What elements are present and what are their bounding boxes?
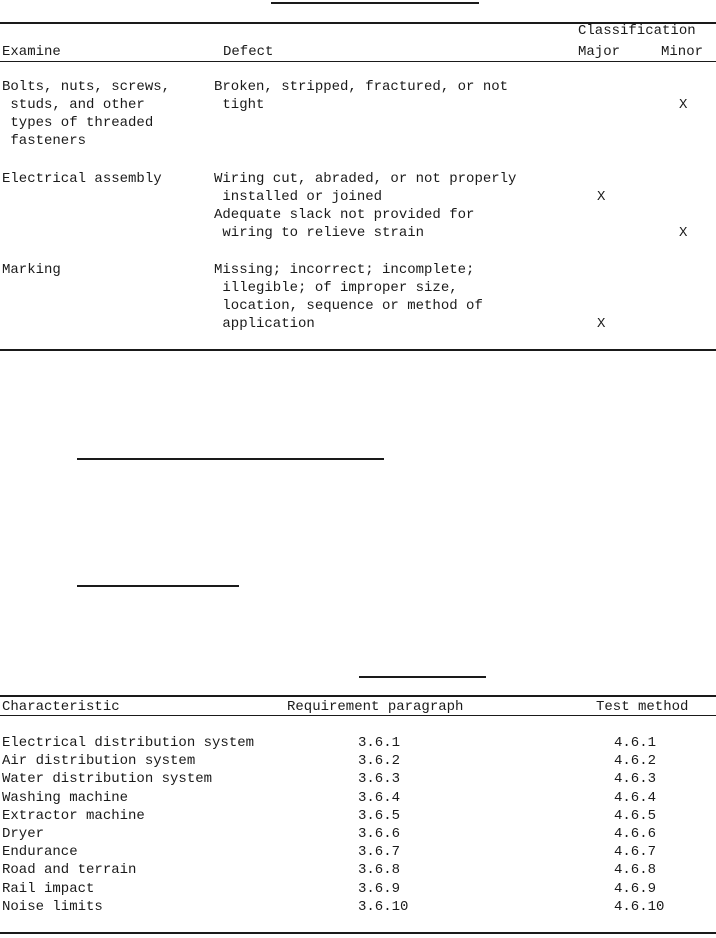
requirement-cell: 3.6.9 xyxy=(358,881,401,897)
characteristic-cell: Dryer xyxy=(2,826,45,842)
examine-line: Electrical assembly xyxy=(2,171,162,187)
test-method-cell: 4.6.1 xyxy=(614,735,657,751)
characteristic-cell: Washing machine xyxy=(2,790,129,806)
requirement-cell: 3.6.2 xyxy=(358,753,401,769)
characteristic-cell: Noise limits xyxy=(2,899,103,915)
defect-line: Broken, stripped, fractured, or not xyxy=(214,79,509,95)
table2-header-rule xyxy=(0,715,716,716)
requirement-cell: 3.6.6 xyxy=(358,826,401,842)
test-method-cell: 4.6.5 xyxy=(614,808,657,824)
table1-title-underline xyxy=(271,2,479,4)
defect-line: Missing; incorrect; incomplete; xyxy=(214,262,475,278)
table1-header-rule xyxy=(0,61,716,62)
defect-line: illegible; of improper size, xyxy=(214,280,458,296)
examine-line: studs, and other xyxy=(2,97,145,113)
test-method-cell: 4.6.4 xyxy=(614,790,657,806)
test-method-cell: 4.6.3 xyxy=(614,771,657,787)
section-heading-underline xyxy=(77,458,384,460)
examine-line: Bolts, nuts, screws, xyxy=(2,79,171,95)
test-method-cell: 4.6.8 xyxy=(614,862,657,878)
characteristic-cell: Rail impact xyxy=(2,881,95,897)
table2-title-underline xyxy=(359,676,486,678)
table1-header-major: Major xyxy=(578,44,621,60)
requirement-cell: 3.6.1 xyxy=(358,735,401,751)
test-method-cell: 4.6.7 xyxy=(614,844,657,860)
test-method-cell: 4.6.9 xyxy=(614,881,657,897)
table1-header-minor: Minor xyxy=(661,44,704,60)
requirement-cell: 3.6.10 xyxy=(358,899,409,915)
table2-top-rule xyxy=(0,695,716,697)
table2-header-requirement: Requirement paragraph xyxy=(287,699,464,715)
requirement-cell: 3.6.7 xyxy=(358,844,401,860)
defect-line: application xyxy=(214,316,315,332)
defect-line: installed or joined xyxy=(214,189,383,205)
characteristic-cell: Water distribution system xyxy=(2,771,213,787)
table2-bottom-rule xyxy=(0,932,716,934)
test-method-cell: 4.6.2 xyxy=(614,753,657,769)
examine-line: Marking xyxy=(2,262,61,278)
defect-line: Wiring cut, abraded, or not properly xyxy=(214,171,517,187)
defect-line: wiring to relieve strain xyxy=(214,225,425,241)
major-mark: X xyxy=(597,316,606,332)
characteristic-cell: Road and terrain xyxy=(2,862,137,878)
table1-header-classification: Classification xyxy=(578,23,696,39)
requirement-cell: 3.6.5 xyxy=(358,808,401,824)
minor-mark: X xyxy=(679,225,688,241)
table2-header-test-method: Test method xyxy=(596,699,689,715)
major-mark: X xyxy=(597,189,606,205)
table1-header-examine: Examine xyxy=(2,44,61,60)
characteristic-cell: Air distribution system xyxy=(2,753,196,769)
examine-line: types of threaded xyxy=(2,115,154,131)
table1-header-defect: Defect xyxy=(223,44,274,60)
requirement-cell: 3.6.8 xyxy=(358,862,401,878)
defect-line: tight xyxy=(214,97,265,113)
examine-line: fasteners xyxy=(2,133,87,149)
defect-line: location, sequence or method of xyxy=(214,298,483,314)
table2-header-characteristic: Characteristic xyxy=(2,699,120,715)
characteristic-cell: Extractor machine xyxy=(2,808,145,824)
defect-line: Adequate slack not provided for xyxy=(214,207,475,223)
minor-mark: X xyxy=(679,97,688,113)
characteristic-cell: Electrical distribution system xyxy=(2,735,255,751)
test-method-cell: 4.6.6 xyxy=(614,826,657,842)
requirement-cell: 3.6.4 xyxy=(358,790,401,806)
requirement-cell: 3.6.3 xyxy=(358,771,401,787)
section-heading-underline xyxy=(77,585,239,587)
characteristic-cell: Endurance xyxy=(2,844,78,860)
test-method-cell: 4.6.10 xyxy=(614,899,665,915)
table1-bottom-rule xyxy=(0,349,716,351)
